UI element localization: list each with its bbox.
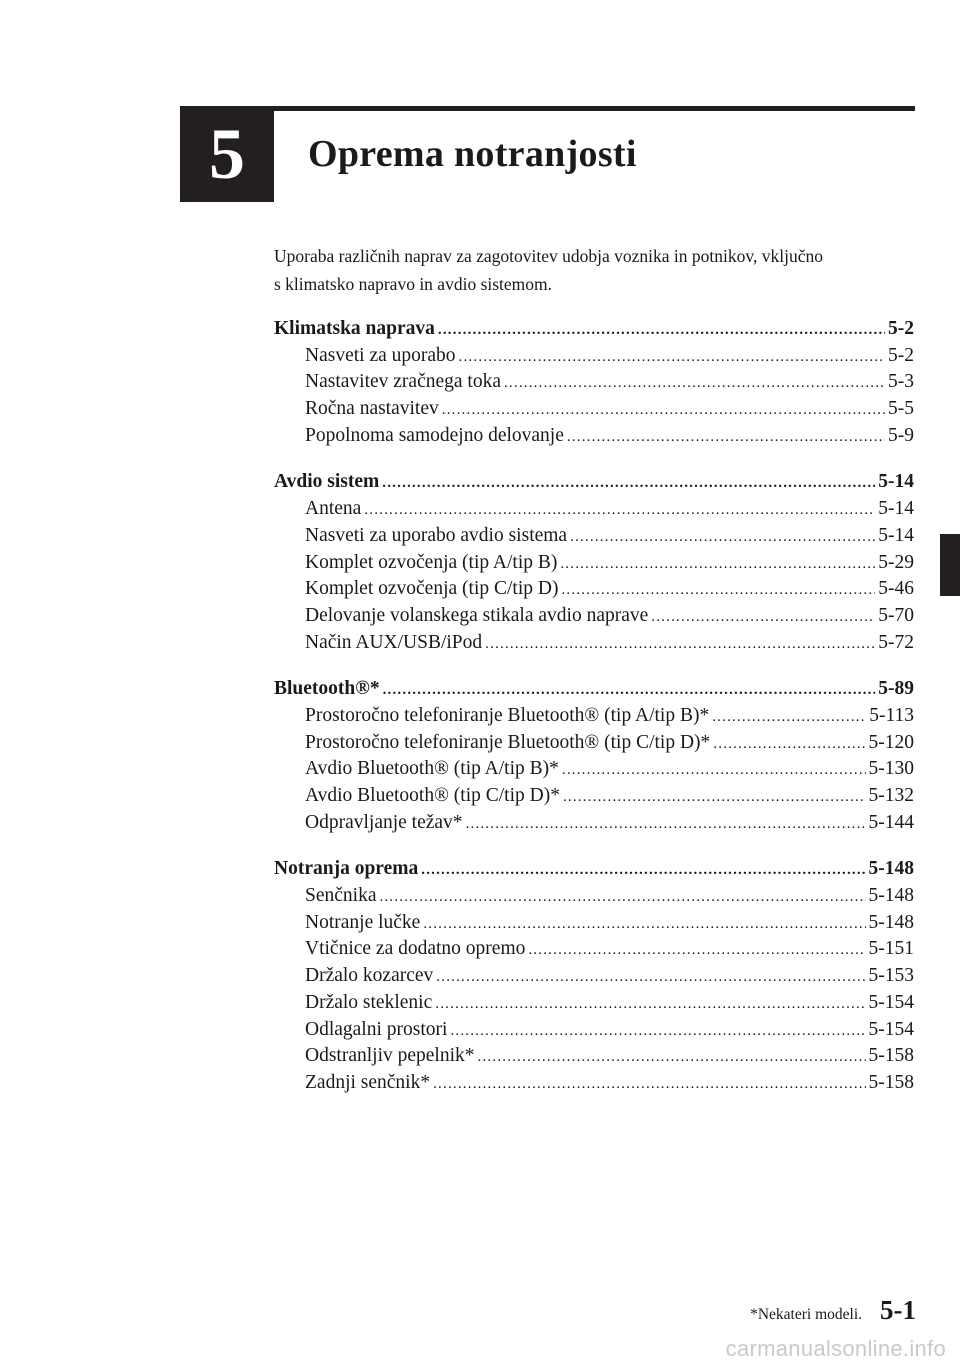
toc-entry[interactable] bbox=[274, 705, 914, 732]
dot-leader bbox=[567, 429, 885, 446]
toc-entry[interactable] bbox=[274, 498, 914, 525]
toc-entry-page: 5-154 bbox=[868, 1018, 914, 1040]
toc-entry-page: 5-29 bbox=[878, 551, 914, 573]
dot-leader bbox=[570, 529, 875, 546]
toc-entry-label: Nastavitev zračnega toka bbox=[305, 371, 501, 393]
toc-entry-page: 5-3 bbox=[888, 371, 914, 393]
toc-entry-page: 5-158 bbox=[868, 1071, 914, 1093]
toc-entry-label: Komplet ozvočenja (tip A/tip B) bbox=[305, 551, 558, 573]
toc-entry-page: 5-2 bbox=[888, 318, 914, 339]
toc-section bbox=[274, 858, 914, 1098]
dot-leader bbox=[382, 475, 875, 492]
toc-entry-page: 5-120 bbox=[868, 731, 914, 753]
toc-entry-page: 5-14 bbox=[878, 471, 914, 493]
toc-entry[interactable] bbox=[274, 398, 914, 425]
dot-leader bbox=[436, 969, 865, 986]
dot-leader bbox=[466, 816, 866, 833]
toc-entry-label: Zadnji senčnik* bbox=[305, 1071, 431, 1093]
toc-entry[interactable] bbox=[274, 965, 914, 992]
dot-leader bbox=[379, 889, 865, 906]
toc-section-heading[interactable] bbox=[274, 678, 914, 705]
dot-leader bbox=[713, 736, 865, 753]
toc-entry-page: 5-151 bbox=[868, 938, 914, 960]
dot-leader bbox=[438, 322, 885, 339]
toc-entry-label: Nasveti za uporabo avdio sistema bbox=[305, 524, 568, 546]
toc-entry[interactable] bbox=[274, 552, 914, 579]
toc-entry-label: Klimatska naprava bbox=[274, 318, 435, 339]
toc-entry-page: 5-14 bbox=[878, 498, 914, 520]
chapter-number-box bbox=[180, 106, 274, 202]
dot-leader bbox=[421, 862, 865, 879]
toc-entry-label: Način AUX/USB/iPod bbox=[305, 631, 483, 653]
toc-entry[interactable] bbox=[274, 732, 914, 759]
toc-entry-page: 5-2 bbox=[888, 344, 914, 366]
page-footer bbox=[750, 1295, 916, 1326]
dot-leader bbox=[504, 375, 885, 392]
dot-leader bbox=[435, 996, 865, 1013]
watermark: carmanualsonline.info bbox=[725, 1336, 946, 1361]
intro-line: s klimatsko napravo in avdio sistemom. bbox=[274, 274, 553, 294]
toc-entry[interactable] bbox=[274, 632, 914, 659]
toc-entry-label: Odstranljiv pepelnik* bbox=[305, 1045, 475, 1067]
toc-entry[interactable] bbox=[274, 371, 914, 398]
toc-entry[interactable] bbox=[274, 938, 914, 965]
toc-section bbox=[274, 471, 914, 658]
dot-leader bbox=[433, 1076, 865, 1093]
dot-leader bbox=[561, 582, 875, 599]
dot-leader bbox=[478, 1049, 866, 1066]
toc-entry-label: Vtičnice za dodatno opremo bbox=[305, 938, 526, 960]
dot-leader bbox=[485, 636, 875, 653]
toc-entry-page: 5-148 bbox=[868, 911, 914, 933]
toc-entry-page: 5-153 bbox=[868, 965, 914, 987]
dot-leader bbox=[364, 502, 875, 519]
dot-leader bbox=[450, 1023, 865, 1040]
toc-entry-label: Delovanje volanskega stikala avdio naprave bbox=[305, 604, 649, 626]
toc-entry-label: Odlagalni prostori bbox=[305, 1018, 448, 1040]
toc-entry-page: 5-148 bbox=[868, 858, 914, 880]
chapter-title: Oprema notranjosti bbox=[308, 133, 637, 175]
toc-section bbox=[274, 678, 914, 838]
toc-entry-label: Nasveti za uporabo bbox=[305, 344, 456, 366]
toc-entry-label: Antena bbox=[305, 498, 362, 520]
footnote: *Nekateri modeli. bbox=[750, 1306, 862, 1323]
dot-leader bbox=[528, 942, 865, 959]
toc-entry[interactable] bbox=[274, 1045, 914, 1072]
toc-entry-page: 5-154 bbox=[868, 991, 914, 1013]
dot-leader bbox=[442, 402, 885, 419]
toc-entry[interactable] bbox=[274, 1019, 914, 1046]
toc-entry[interactable] bbox=[274, 885, 914, 912]
toc-entry-page: 5-89 bbox=[878, 678, 914, 700]
intro-line: Uporaba različnih naprav za zagotovitev udobja voznika in potnikov, vključno bbox=[274, 246, 823, 266]
toc-entry[interactable] bbox=[274, 345, 914, 372]
toc-entry-label: Avdio Bluetooth® (tip C/tip D)* bbox=[305, 785, 560, 806]
toc-entry[interactable] bbox=[274, 525, 914, 552]
toc-entry[interactable] bbox=[274, 812, 914, 839]
toc-entry-label: Avdio sistem bbox=[274, 471, 380, 493]
dot-leader bbox=[383, 682, 876, 699]
toc-entry-page: 5-70 bbox=[878, 604, 914, 626]
page-number: 5-1 bbox=[880, 1295, 916, 1325]
toc-entry-label: Ročna nastavitev bbox=[305, 398, 439, 420]
toc-entry-label: Odpravljanje težav* bbox=[305, 811, 463, 833]
dot-leader bbox=[423, 916, 865, 933]
toc-entry[interactable] bbox=[274, 992, 914, 1019]
toc-entry[interactable] bbox=[274, 605, 914, 632]
dot-leader bbox=[562, 762, 866, 779]
toc-section-heading[interactable] bbox=[274, 858, 914, 885]
toc-entry[interactable] bbox=[274, 785, 914, 812]
toc-entry-page: 5-9 bbox=[888, 424, 914, 446]
toc-entry-page: 5-72 bbox=[878, 631, 914, 653]
toc-entry-page: 5-132 bbox=[868, 785, 914, 806]
toc-entry-label: Notranja oprema bbox=[274, 858, 419, 880]
toc-entry-label: Prostoročno telefoniranje Bluetooth® (tip C/tip D)* bbox=[305, 731, 711, 753]
toc-entry-label: Senčnika bbox=[305, 885, 377, 907]
toc-entry-page: 5-158 bbox=[868, 1045, 914, 1067]
dot-leader bbox=[563, 789, 866, 806]
toc-entry[interactable] bbox=[274, 578, 914, 605]
chapter-side-tab bbox=[940, 534, 960, 596]
toc-entry-label: Komplet ozvočenja (tip C/tip D) bbox=[305, 578, 559, 600]
toc-section bbox=[274, 318, 914, 451]
toc-entry-label: Držalo kozarcev bbox=[305, 965, 434, 987]
toc-section-heading[interactable] bbox=[274, 318, 914, 345]
toc-entry-page: 5-46 bbox=[878, 578, 914, 600]
toc-entry-label: Notranje lučke bbox=[305, 911, 421, 933]
table-of-contents bbox=[274, 318, 914, 1119]
dot-leader bbox=[712, 709, 866, 726]
dot-leader bbox=[651, 609, 875, 626]
toc-entry-label: Bluetooth®* bbox=[274, 678, 380, 700]
toc-entry-label: Avdio Bluetooth® (tip A/tip B)* bbox=[305, 758, 559, 780]
chapter-number: 5 bbox=[209, 113, 245, 194]
toc-entry-label: Prostoročno telefoniranje Bluetooth® (tip A/tip B)* bbox=[305, 704, 710, 726]
toc-entry-page: 5-14 bbox=[878, 524, 914, 546]
chapter-intro bbox=[274, 242, 919, 298]
toc-entry-label: Držalo steklenic bbox=[305, 991, 433, 1013]
toc-entry-page: 5-144 bbox=[868, 811, 914, 833]
toc-entry-page: 5-130 bbox=[868, 758, 914, 780]
toc-entry-page: 5-5 bbox=[888, 398, 914, 420]
toc-entry[interactable] bbox=[274, 425, 914, 452]
toc-entry-page: 5-113 bbox=[869, 704, 914, 726]
toc-entry[interactable] bbox=[274, 1072, 914, 1099]
toc-entry[interactable] bbox=[274, 758, 914, 785]
toc-entry-page: 5-148 bbox=[868, 885, 914, 907]
toc-entry-label: Popolnoma samodejno delovanje bbox=[305, 424, 564, 446]
dot-leader bbox=[459, 349, 885, 366]
toc-entry[interactable] bbox=[274, 912, 914, 939]
dot-leader bbox=[560, 556, 875, 573]
header-rule bbox=[180, 106, 915, 111]
toc-section-heading[interactable] bbox=[274, 471, 914, 498]
